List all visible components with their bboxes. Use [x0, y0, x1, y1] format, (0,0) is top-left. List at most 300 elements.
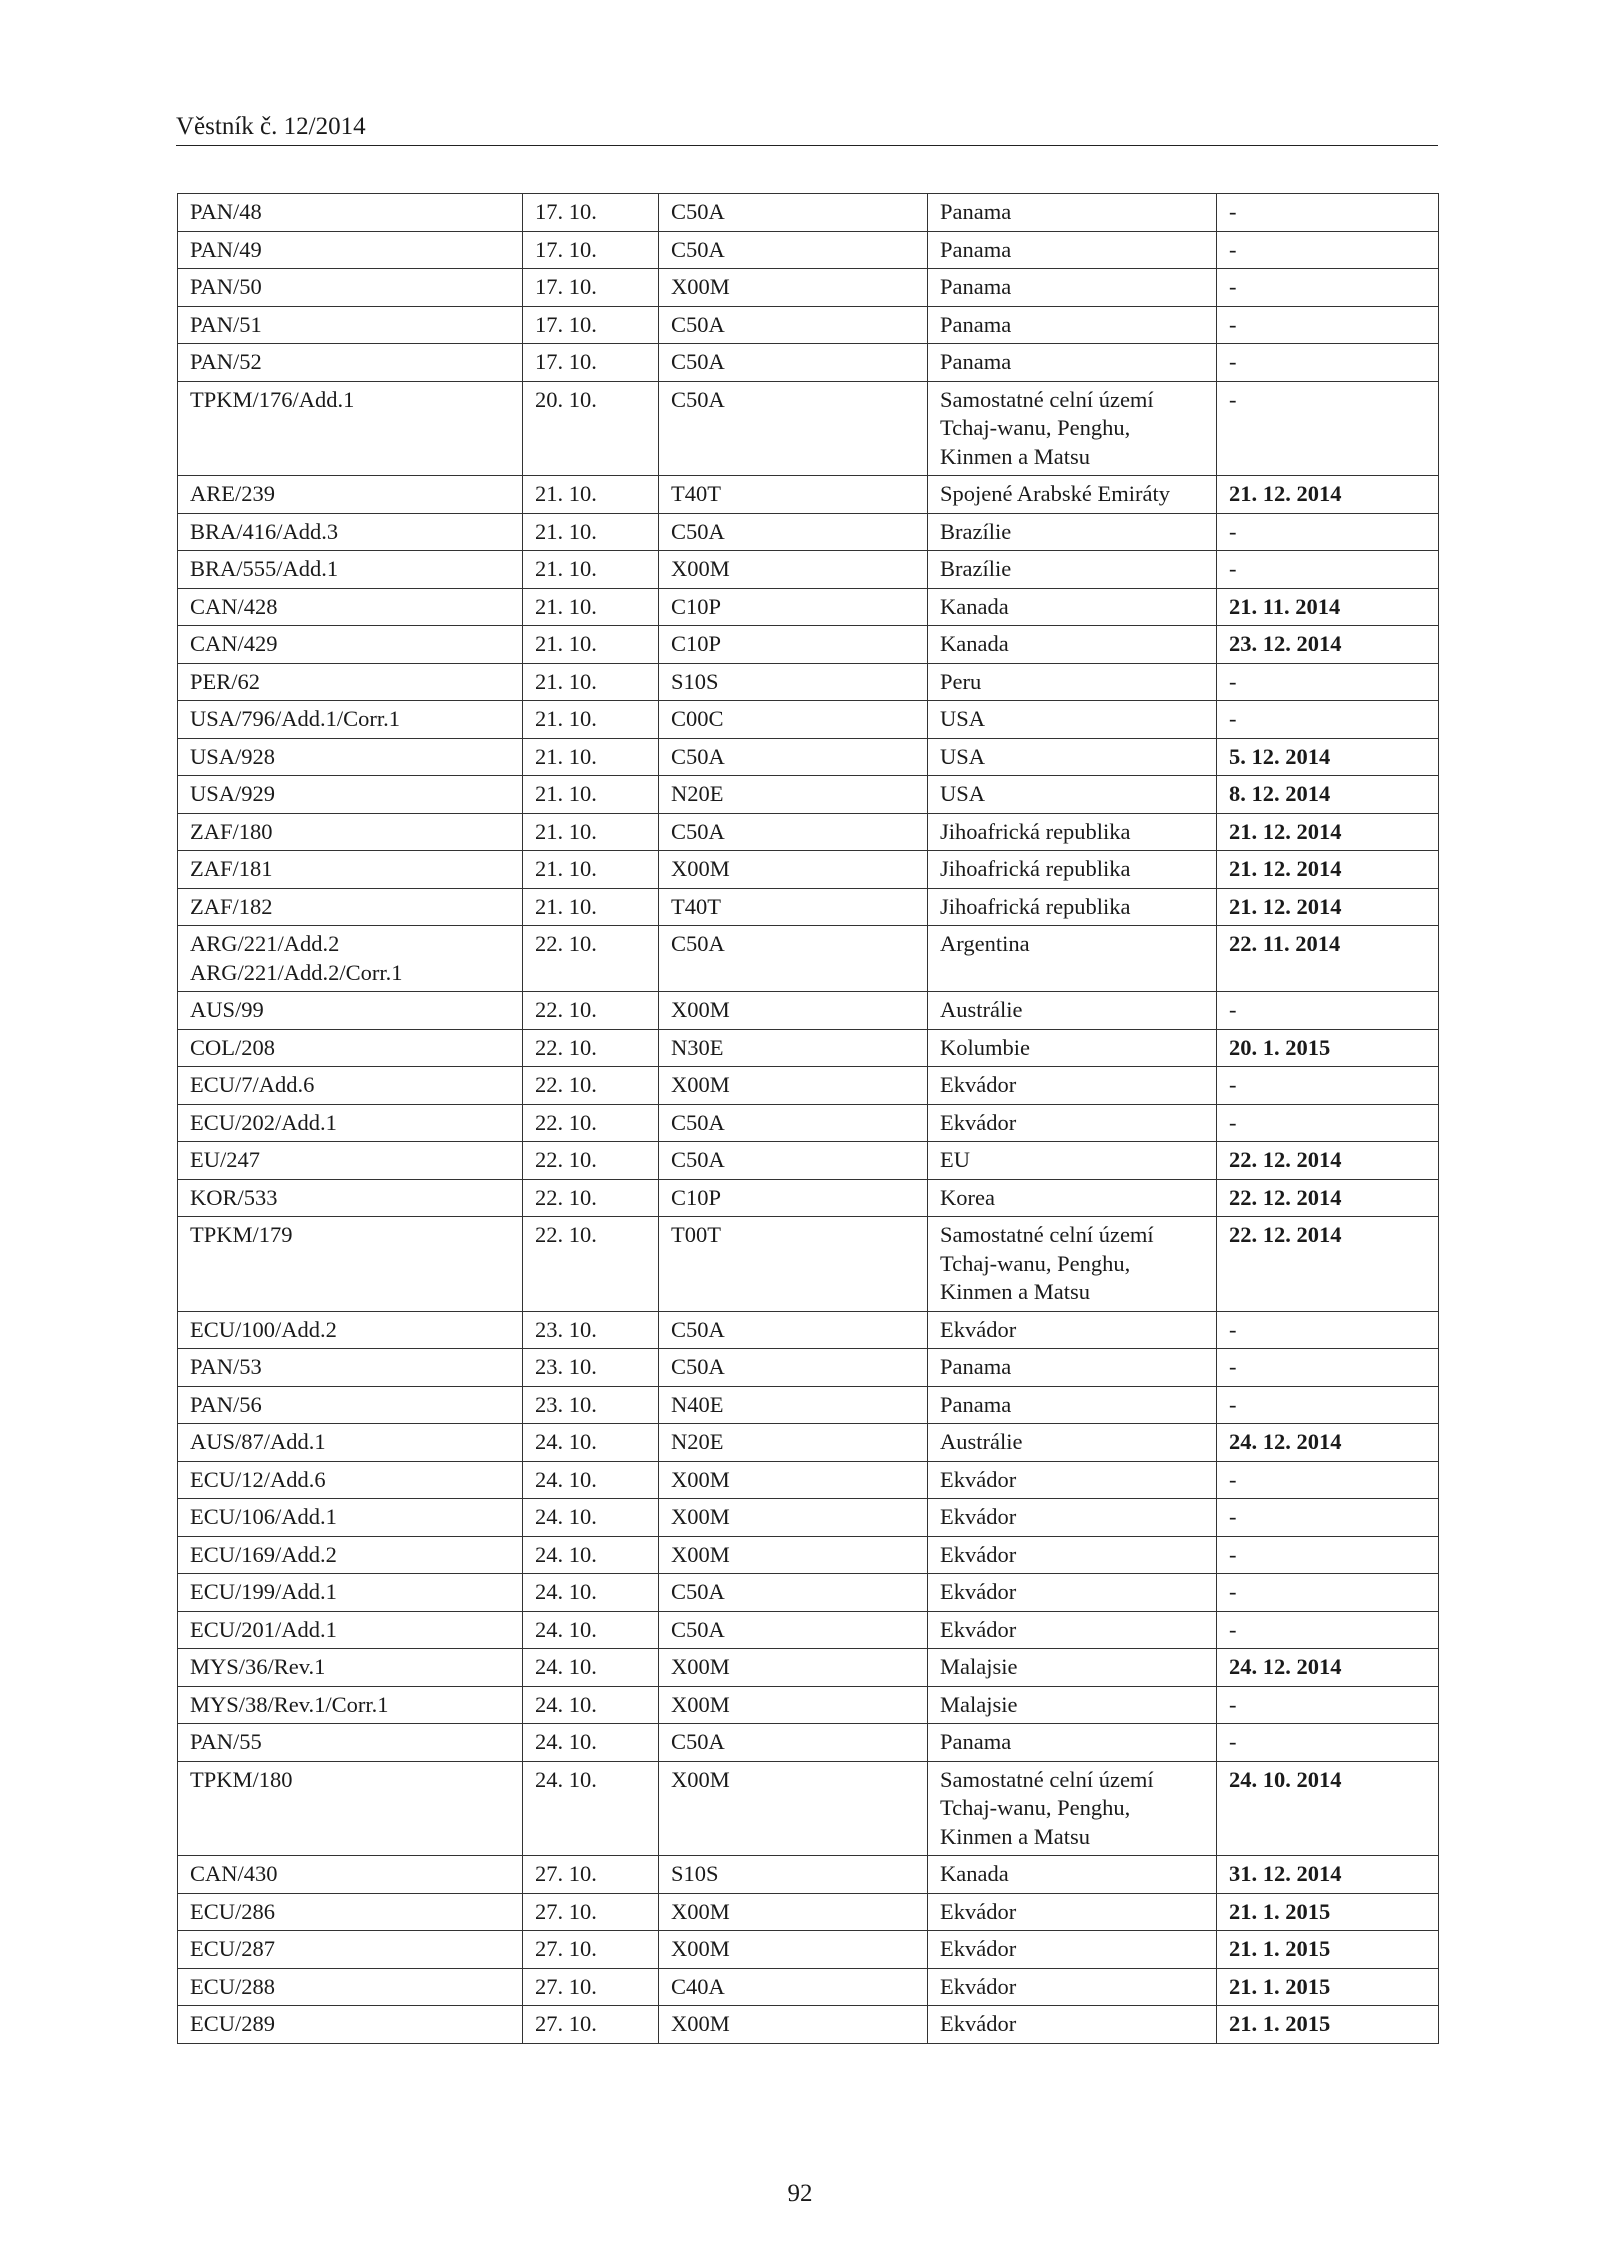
cell-code: C50A [659, 738, 928, 776]
table-row [178, 888, 1439, 926]
cell-document-symbol [178, 1536, 523, 1574]
cell-document-symbol [178, 588, 523, 626]
cell-document-symbol [178, 1649, 523, 1687]
cell-document-symbol [178, 1968, 523, 2006]
cell-date: 22. 10. [523, 1217, 659, 1312]
cell-document-symbol [178, 1856, 523, 1894]
cell-country [928, 1029, 1217, 1067]
table-row [178, 1029, 1439, 1067]
cell-deadline: 23. 12. 2014 [1217, 626, 1439, 664]
cell-deadline: - [1217, 513, 1439, 551]
country-line: USA [940, 706, 986, 731]
cell-code: X00M [659, 992, 928, 1030]
document-symbol-line: ECU/12/Add.6 [190, 1466, 326, 1492]
document-symbol-line: MYS/36/Rev.1 [190, 1654, 326, 1679]
cell-deadline: - [1217, 306, 1439, 344]
cell-country [928, 1179, 1217, 1217]
document-symbol-line: KOR/533 [190, 1184, 278, 1210]
cell-code: S10S [659, 1856, 928, 1894]
country-line: Panama [940, 1354, 1012, 1379]
country-line: USA [940, 781, 986, 806]
cell-date: 24. 10. [523, 1424, 659, 1462]
cell-deadline: 21. 1. 2015 [1217, 1893, 1439, 1931]
cell-country [928, 1649, 1217, 1687]
cell-date: 21. 10. [523, 851, 659, 889]
table-row [178, 513, 1439, 551]
cell-date: 21. 10. [523, 738, 659, 776]
cell-deadline: - [1217, 1386, 1439, 1424]
cell-document-symbol [178, 1424, 523, 1462]
document-symbol-line: PER/62 [190, 668, 261, 694]
cell-country [928, 738, 1217, 776]
document-symbol-line: EU/247 [190, 1147, 260, 1172]
document-symbol-line: CAN/429 [190, 631, 278, 656]
cell-document-symbol [178, 738, 523, 776]
cell-deadline: - [1217, 1686, 1439, 1724]
cell-code: X00M [659, 1067, 928, 1105]
cell-country [928, 344, 1217, 382]
table-row [178, 626, 1439, 664]
cell-deadline: 21. 12. 2014 [1217, 888, 1439, 926]
cell-code: C50A [659, 1349, 928, 1387]
country-line: Kinmen a Matsu [940, 1823, 1090, 1849]
document-symbol-line: PAN/49 [190, 236, 262, 262]
cell-document-symbol [178, 1574, 523, 1612]
country-line: Samostatné celní území [940, 1222, 1154, 1247]
cell-code: C50A [659, 381, 928, 476]
table-row [178, 194, 1439, 232]
document-symbol-line: ECU/286 [190, 1898, 276, 1924]
document-symbol-line: ECU/287 [190, 1936, 276, 1961]
cell-document-symbol [178, 1386, 523, 1424]
country-line: Tchaj-wanu, Penghu, [940, 415, 1131, 440]
table-row [178, 588, 1439, 626]
cell-deadline: - [1217, 194, 1439, 232]
cell-deadline: 22. 12. 2014 [1217, 1217, 1439, 1312]
cell-deadline: 5. 12. 2014 [1217, 738, 1439, 776]
table-row [178, 992, 1439, 1030]
cell-deadline: - [1217, 1104, 1439, 1142]
cell-code: C50A [659, 513, 928, 551]
cell-country [928, 1724, 1217, 1762]
cell-country [928, 194, 1217, 232]
cell-date: 24. 10. [523, 1574, 659, 1612]
document-symbol-line: ZAF/180 [190, 818, 273, 844]
cell-code: X00M [659, 1893, 928, 1931]
cell-code: C50A [659, 194, 928, 232]
cell-country [928, 1311, 1217, 1349]
cell-country [928, 1856, 1217, 1894]
page-number: 92 [787, 2180, 813, 2207]
cell-country [928, 1931, 1217, 1969]
cell-code: C10P [659, 588, 928, 626]
cell-date: 21. 10. [523, 776, 659, 814]
country-line: Samostatné celní území [940, 386, 1154, 412]
table-row [178, 926, 1439, 992]
table-row [178, 269, 1439, 307]
cell-country [928, 992, 1217, 1030]
document-symbol-line: USA/796/Add.1/Corr.1 [190, 706, 401, 731]
country-line: Ekvádor [940, 1466, 1017, 1492]
table-row [178, 1461, 1439, 1499]
cell-date: 21. 10. [523, 588, 659, 626]
document-symbol-line: PAN/56 [190, 1391, 262, 1417]
country-line: Ekvádor [940, 1898, 1017, 1924]
document-symbol-line: COL/208 [190, 1034, 276, 1060]
document-symbol-line: CAN/430 [190, 1861, 278, 1886]
table-row [178, 776, 1439, 814]
cell-deadline: - [1217, 1499, 1439, 1537]
table-row [178, 701, 1439, 739]
cell-date: 22. 10. [523, 1104, 659, 1142]
cell-code: T00T [659, 1217, 928, 1312]
cell-date: 21. 10. [523, 663, 659, 701]
cell-country [928, 888, 1217, 926]
cell-code: X00M [659, 1499, 928, 1537]
table-row [178, 1893, 1439, 1931]
cell-country [928, 231, 1217, 269]
document-symbol-line: ECU/7/Add.6 [190, 1072, 315, 1097]
cell-country [928, 1574, 1217, 1612]
country-line: Jihoafrická republika [940, 856, 1131, 881]
cell-code: C50A [659, 1104, 928, 1142]
document-symbol-line: ECU/169/Add.2 [190, 1541, 337, 1567]
cell-code: X00M [659, 1649, 928, 1687]
cell-document-symbol [178, 776, 523, 814]
cell-country [928, 1424, 1217, 1462]
cell-country [928, 476, 1217, 514]
document-symbol-line: ARE/239 [190, 481, 276, 506]
cell-deadline: - [1217, 551, 1439, 589]
cell-deadline: 21. 11. 2014 [1217, 588, 1439, 626]
cell-country [928, 1761, 1217, 1856]
cell-document-symbol [178, 2006, 523, 2044]
country-line: EU [940, 1147, 970, 1172]
table-row [178, 1217, 1439, 1312]
cell-deadline: 24. 10. 2014 [1217, 1761, 1439, 1856]
cell-document-symbol [178, 1893, 523, 1931]
cell-country [928, 1349, 1217, 1387]
cell-code: C50A [659, 926, 928, 992]
country-line: Brazílie [940, 518, 1012, 544]
cell-date: 22. 10. [523, 1029, 659, 1067]
table-row [178, 1104, 1439, 1142]
cell-country [928, 1461, 1217, 1499]
cell-deadline: - [1217, 1349, 1439, 1387]
cell-country [928, 1386, 1217, 1424]
table-row [178, 1142, 1439, 1180]
country-line: Ekvádor [940, 1936, 1017, 1961]
table-body [178, 194, 1439, 2044]
cell-code: X00M [659, 551, 928, 589]
country-line: Korea [940, 1184, 995, 1210]
cell-country [928, 1104, 1217, 1142]
cell-code: C50A [659, 1311, 928, 1349]
document-symbol-line: ECU/289 [190, 2011, 276, 2036]
document-symbol-line: ECU/202/Add.1 [190, 1109, 337, 1135]
country-line: Argentina [940, 931, 1030, 956]
country-line: Spojené Arabské Emiráty [940, 481, 1170, 506]
cell-country [928, 813, 1217, 851]
cell-document-symbol [178, 663, 523, 701]
cell-country [928, 663, 1217, 701]
cell-country [928, 588, 1217, 626]
document-symbol-line: TPKM/180 [190, 1766, 293, 1792]
cell-code: N30E [659, 1029, 928, 1067]
country-line: Ekvádor [940, 2011, 1017, 2036]
country-line: Panama [940, 1391, 1012, 1417]
cell-document-symbol [178, 306, 523, 344]
cell-date: 24. 10. [523, 1611, 659, 1649]
cell-document-symbol [178, 1931, 523, 1969]
table-row [178, 1649, 1439, 1687]
table-row [178, 851, 1439, 889]
notification-table [177, 193, 1439, 2044]
cell-code: C50A [659, 1142, 928, 1180]
cell-document-symbol [178, 1179, 523, 1217]
cell-document-symbol [178, 813, 523, 851]
cell-date: 24. 10. [523, 1499, 659, 1537]
cell-date: 17. 10. [523, 269, 659, 307]
cell-code: S10S [659, 663, 928, 701]
cell-date: 24. 10. [523, 1649, 659, 1687]
document-symbol-line: ARG/221/Add.2/Corr.1 [190, 959, 403, 985]
document-symbol-line: PAN/50 [190, 274, 262, 299]
cell-code: X00M [659, 269, 928, 307]
table-row [178, 1856, 1439, 1894]
document-symbol-line: PAN/55 [190, 1729, 262, 1754]
cell-date: 21. 10. [523, 701, 659, 739]
cell-deadline: - [1217, 1311, 1439, 1349]
cell-deadline: - [1217, 231, 1439, 269]
document-symbol-line: ECU/199/Add.1 [190, 1579, 337, 1604]
cell-document-symbol [178, 1761, 523, 1856]
cell-deadline: - [1217, 381, 1439, 476]
cell-deadline: 8. 12. 2014 [1217, 776, 1439, 814]
cell-deadline: 22. 12. 2014 [1217, 1142, 1439, 1180]
cell-document-symbol [178, 269, 523, 307]
cell-code: N20E [659, 776, 928, 814]
cell-date: 23. 10. [523, 1386, 659, 1424]
cell-code: X00M [659, 2006, 928, 2044]
country-line: Malajsie [940, 1654, 1018, 1679]
table-row [178, 1349, 1439, 1387]
cell-document-symbol [178, 513, 523, 551]
cell-country [928, 1499, 1217, 1537]
cell-deadline: - [1217, 1536, 1439, 1574]
country-line: Ekvádor [940, 1316, 1017, 1342]
cell-country [928, 1686, 1217, 1724]
cell-date: 22. 10. [523, 1142, 659, 1180]
table-row [178, 1724, 1439, 1762]
document-symbol-line: CAN/428 [190, 593, 278, 619]
cell-country [928, 513, 1217, 551]
cell-document-symbol [178, 1217, 523, 1312]
cell-document-symbol [178, 1104, 523, 1142]
document-symbol-line: ARG/221/Add.2 [190, 931, 340, 956]
cell-deadline: 21. 12. 2014 [1217, 813, 1439, 851]
cell-date: 21. 10. [523, 551, 659, 589]
cell-country [928, 1968, 1217, 2006]
country-line: Malajsie [940, 1691, 1018, 1717]
country-line: Ekvádor [940, 1579, 1017, 1604]
cell-code: N20E [659, 1424, 928, 1462]
cell-date: 27. 10. [523, 1856, 659, 1894]
cell-country [928, 1536, 1217, 1574]
cell-code: C50A [659, 1724, 928, 1762]
cell-code: C50A [659, 306, 928, 344]
journal-title: Věstník č. 12/2014 [176, 113, 366, 140]
country-line: Tchaj-wanu, Penghu, [940, 1795, 1131, 1820]
document-symbol-line: AUS/99 [190, 997, 264, 1022]
cell-date: 24. 10. [523, 1724, 659, 1762]
table-row [178, 1574, 1439, 1612]
cell-date: 17. 10. [523, 194, 659, 232]
cell-deadline: 21. 12. 2014 [1217, 476, 1439, 514]
country-line: Ekvádor [940, 1616, 1017, 1642]
cell-date: 22. 10. [523, 992, 659, 1030]
table-row [178, 476, 1439, 514]
country-line: USA [940, 743, 986, 769]
cell-date: 27. 10. [523, 1893, 659, 1931]
country-line: Tchaj-wanu, Penghu, [940, 1250, 1131, 1276]
country-line: Austrálie [940, 997, 1023, 1022]
cell-document-symbol [178, 1349, 523, 1387]
country-line: Ekvádor [940, 1504, 1017, 1529]
cell-date: 24. 10. [523, 1536, 659, 1574]
document-symbol-line: TPKM/179 [190, 1222, 293, 1247]
cell-deadline: 21. 1. 2015 [1217, 1968, 1439, 2006]
cell-document-symbol [178, 1499, 523, 1537]
country-line: Jihoafrická republika [940, 818, 1131, 844]
country-line: Kanada [940, 593, 1009, 619]
cell-document-symbol [178, 992, 523, 1030]
page-header [176, 112, 1438, 146]
country-line: Kinmen a Matsu [940, 1279, 1090, 1304]
table-row [178, 381, 1439, 476]
cell-code: C10P [659, 1179, 928, 1217]
table-row [178, 1311, 1439, 1349]
cell-deadline: - [1217, 701, 1439, 739]
country-line: Kinmen a Matsu [940, 443, 1090, 469]
cell-code: X00M [659, 851, 928, 889]
cell-document-symbol [178, 1686, 523, 1724]
country-line: Brazílie [940, 556, 1012, 581]
cell-code: X00M [659, 1931, 928, 1969]
country-line: Peru [940, 668, 982, 694]
cell-document-symbol [178, 1311, 523, 1349]
table-row [178, 231, 1439, 269]
country-line: Austrálie [940, 1429, 1023, 1454]
cell-deadline: 24. 12. 2014 [1217, 1424, 1439, 1462]
cell-date: 22. 10. [523, 1067, 659, 1105]
cell-country [928, 551, 1217, 589]
cell-code: C50A [659, 1574, 928, 1612]
country-line: Samostatné celní území [940, 1766, 1154, 1792]
cell-deadline: - [1217, 1067, 1439, 1105]
document-symbol-line: BRA/416/Add.3 [190, 518, 339, 544]
cell-document-symbol [178, 1461, 523, 1499]
country-line: Ekvádor [940, 1973, 1017, 1999]
table-row [178, 1931, 1439, 1969]
cell-document-symbol [178, 1142, 523, 1180]
document-symbol-line: ECU/288 [190, 1973, 276, 1999]
cell-country [928, 269, 1217, 307]
cell-date: 17. 10. [523, 231, 659, 269]
cell-deadline: 31. 12. 2014 [1217, 1856, 1439, 1894]
cell-deadline: 22. 11. 2014 [1217, 926, 1439, 992]
cell-code: C10P [659, 626, 928, 664]
cell-deadline: 24. 12. 2014 [1217, 1649, 1439, 1687]
document-symbol-line: PAN/52 [190, 349, 262, 374]
cell-date: 20. 10. [523, 381, 659, 476]
cell-code: T40T [659, 476, 928, 514]
cell-document-symbol [178, 231, 523, 269]
cell-document-symbol [178, 381, 523, 476]
document-symbol-line: PAN/48 [190, 199, 262, 224]
cell-date: 21. 10. [523, 513, 659, 551]
country-line: Kanada [940, 1861, 1009, 1886]
cell-document-symbol [178, 551, 523, 589]
table-row [178, 2006, 1439, 2044]
cell-country [928, 776, 1217, 814]
document-symbol-line: MYS/38/Rev.1/Corr.1 [190, 1691, 389, 1717]
country-line: Ekvádor [940, 1072, 1017, 1097]
document-symbol-line: USA/928 [190, 743, 276, 769]
document-symbol-line: ECU/100/Add.2 [190, 1316, 337, 1342]
cell-code: X00M [659, 1761, 928, 1856]
document-symbol-line: ECU/106/Add.1 [190, 1504, 337, 1529]
document-symbol-line: ZAF/181 [190, 856, 273, 881]
table-row [178, 551, 1439, 589]
table-row [178, 1968, 1439, 2006]
cell-country [928, 1217, 1217, 1312]
cell-code: C50A [659, 813, 928, 851]
cell-deadline: 21. 1. 2015 [1217, 2006, 1439, 2044]
cell-country [928, 1142, 1217, 1180]
table-row [178, 813, 1439, 851]
cell-country [928, 926, 1217, 992]
cell-country [928, 381, 1217, 476]
cell-document-symbol [178, 344, 523, 382]
cell-date: 21. 10. [523, 813, 659, 851]
cell-document-symbol [178, 701, 523, 739]
cell-document-symbol [178, 194, 523, 232]
document-symbol-line: ZAF/182 [190, 893, 273, 919]
document-symbol-line: AUS/87/Add.1 [190, 1429, 326, 1454]
cell-document-symbol [178, 476, 523, 514]
country-line: Ekvádor [940, 1541, 1017, 1567]
cell-date: 17. 10. [523, 306, 659, 344]
cell-deadline: - [1217, 269, 1439, 307]
cell-date: 22. 10. [523, 926, 659, 992]
cell-deadline: - [1217, 663, 1439, 701]
cell-date: 17. 10. [523, 344, 659, 382]
cell-document-symbol [178, 1029, 523, 1067]
cell-deadline: - [1217, 1724, 1439, 1762]
country-line: Kanada [940, 631, 1009, 656]
cell-document-symbol [178, 1611, 523, 1649]
cell-code: X00M [659, 1536, 928, 1574]
cell-deadline: - [1217, 1574, 1439, 1612]
table-row [178, 1611, 1439, 1649]
cell-deadline: - [1217, 344, 1439, 382]
cell-date: 27. 10. [523, 2006, 659, 2044]
document-symbol-line: PAN/53 [190, 1354, 262, 1379]
country-line: Ekvádor [940, 1109, 1017, 1135]
table-row [178, 1179, 1439, 1217]
table-row [178, 1536, 1439, 1574]
